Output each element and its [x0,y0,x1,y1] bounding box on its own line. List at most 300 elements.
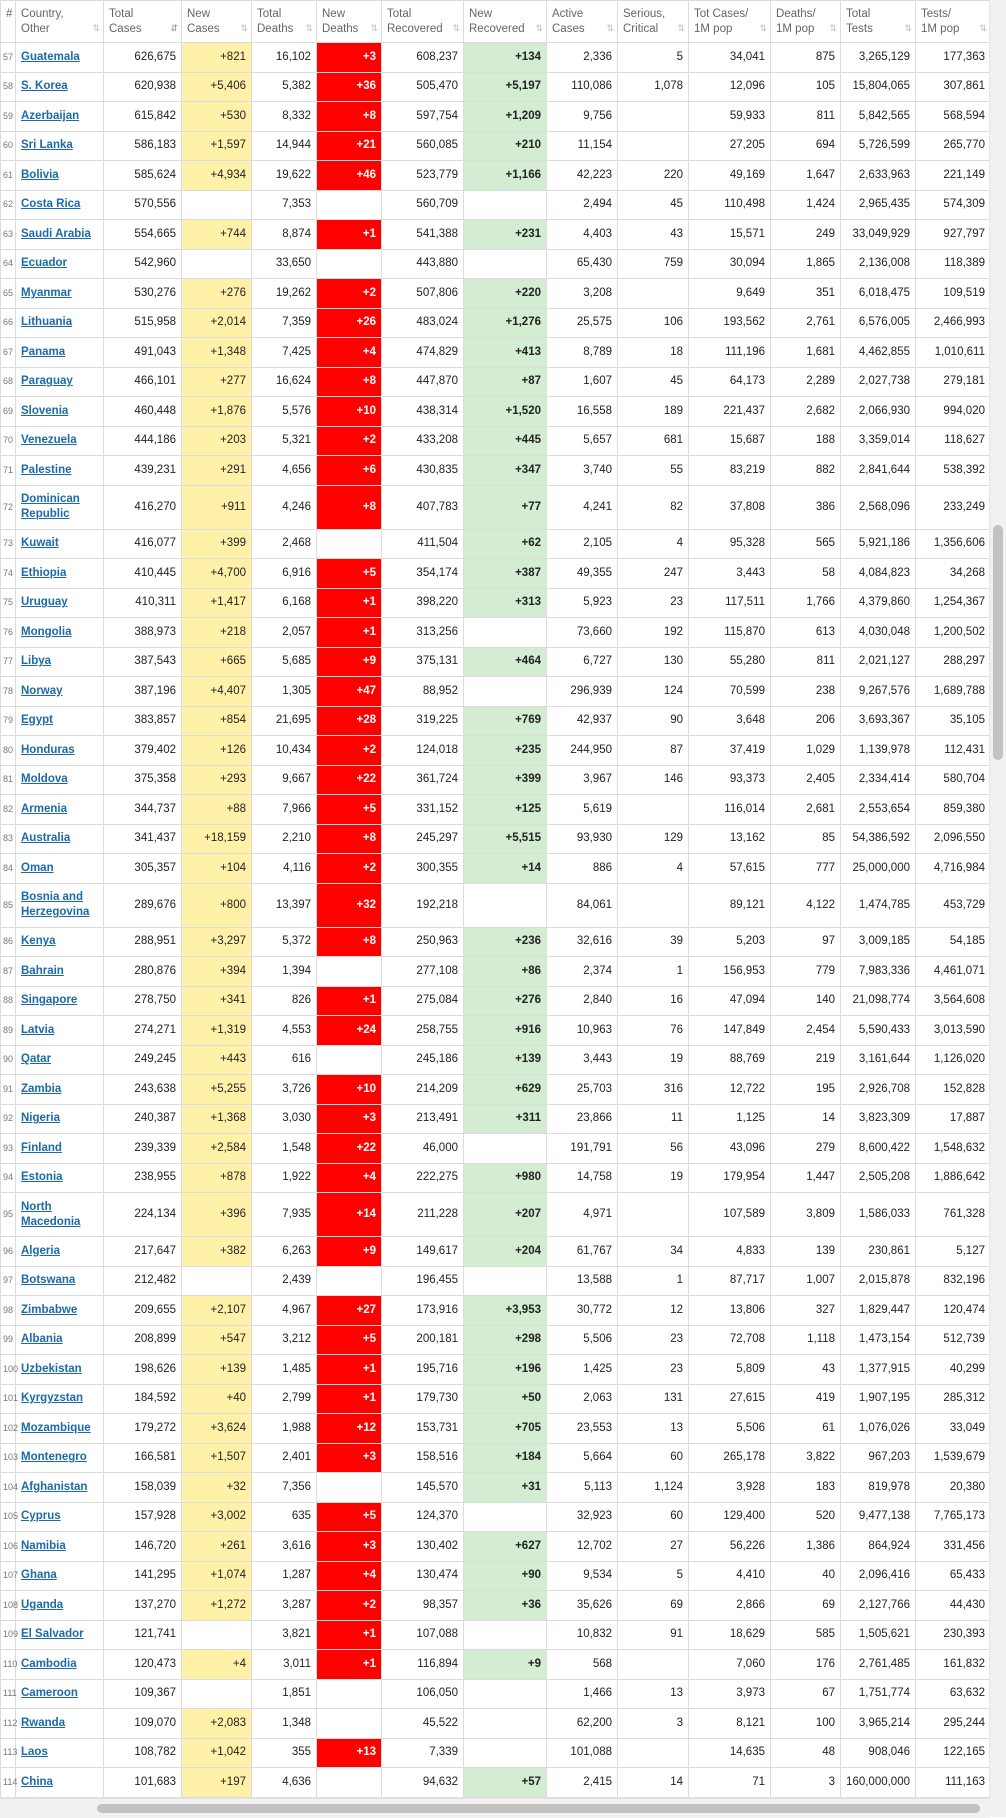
new-deaths-cell: +26 [317,308,382,338]
country-link-cell [16,1296,104,1326]
new-deaths-cell [317,1266,382,1296]
new-recovered-cell: +276 [464,986,547,1016]
country-link[interactable]: Ghana [21,1569,57,1582]
active-cases-cell: 14,758 [547,1163,618,1193]
new-deaths-cell [317,529,382,559]
country-link[interactable]: Finland [21,1141,62,1154]
total-tests-cell: 3,823,309 [841,1104,916,1134]
active-cases-cell: 23,553 [547,1414,618,1444]
country-link[interactable]: S. Korea [21,80,68,93]
cases-per-million-cell: 3,973 [689,1679,771,1709]
new-recovered-cell: +235 [464,736,547,766]
total-tests-cell: 2,505,208 [841,1163,916,1193]
sort-icon[interactable]: ⇅ [305,23,312,33]
horizontal-scrollbar-thumb[interactable] [97,1804,980,1813]
table-row [1,1502,991,1532]
col-total-deaths-header[interactable] [252,1,317,43]
country-link[interactable]: Nigeria [21,1112,60,1125]
new-recovered-cell: +31 [464,1473,547,1503]
table-row [1,220,991,250]
tests-per-million-cell: 1,254,367 [916,588,991,618]
country-link-cell [16,957,104,987]
country-link[interactable]: Libya [21,655,52,668]
new-recovered-cell: +207 [464,1193,547,1237]
total-recovered-cell: 149,617 [382,1237,464,1267]
country-link[interactable]: Uzbekistan [21,1362,82,1375]
total-deaths-cell: 5,382 [252,72,317,102]
active-cases-cell: 886 [547,854,618,884]
country-link[interactable]: Uganda [21,1598,64,1611]
new-cases-cell: +399 [182,529,252,559]
country-link[interactable]: Kuwait [21,537,59,550]
total-cases-cell: 208,899 [104,1325,182,1355]
col-tests-per-million-header[interactable] [916,1,991,43]
country-link[interactable]: Honduras [21,743,75,756]
total-deaths-cell: 7,359 [252,308,317,338]
active-cases-cell: 84,061 [547,883,618,927]
deaths-per-million-cell: 811 [771,102,841,132]
new-recovered-cell: +705 [464,1414,547,1444]
country-link[interactable]: Australia [21,832,71,845]
total-recovered-cell: 124,370 [382,1502,464,1532]
country-link[interactable]: Ethiopia [21,566,67,579]
total-cases-cell: 375,358 [104,765,182,795]
total-recovered-cell: 45,522 [382,1709,464,1739]
table-row [1,1266,991,1296]
new-cases-cell: +382 [182,1237,252,1267]
serious-critical-cell: 146 [618,765,689,795]
table-row [1,824,991,854]
new-cases-cell: +291 [182,456,252,486]
country-link-cell [16,1163,104,1193]
country-link-cell [16,279,104,309]
total-recovered-cell: 94,632 [382,1768,464,1798]
col-total-tests-header[interactable] [841,1,916,43]
country-link[interactable]: Rwanda [21,1716,66,1729]
new-cases-cell: +2,584 [182,1134,252,1164]
serious-critical-cell: 1 [618,957,689,987]
country-link-cell [16,1561,104,1591]
country-link[interactable]: Palestine [21,463,72,476]
cases-per-million-cell: 5,203 [689,927,771,957]
total-cases-cell: 379,402 [104,736,182,766]
row-index-cell: 67 [1,338,16,368]
serious-critical-cell: 13 [618,1679,689,1709]
country-link[interactable]: Moldova [21,773,68,786]
col-deaths-per-million-header[interactable] [771,1,841,43]
deaths-per-million-cell: 2,289 [771,367,841,397]
table-row [1,485,991,529]
active-cases-cell: 2,063 [547,1384,618,1414]
scrollbar-corner [990,1798,1006,1817]
row-index-cell: 72 [1,485,16,529]
serious-critical-cell [618,279,689,309]
tests-per-million-cell: 4,461,071 [916,957,991,987]
row-index-cell: 60 [1,131,16,161]
new-recovered-cell [464,677,547,707]
country-link[interactable]: Myanmar [21,286,72,299]
col-index-header-label: # [6,8,13,20]
sort-icon[interactable]: ⇅ [535,23,542,33]
serious-critical-cell [618,1650,689,1680]
new-deaths-cell: +22 [317,765,382,795]
new-recovered-cell: +125 [464,795,547,825]
serious-critical-cell: 23 [618,1325,689,1355]
tests-per-million-cell: 177,363 [916,43,991,73]
sort-icon[interactable]: ⇅ [829,23,836,33]
cases-per-million-cell: 15,687 [689,426,771,456]
col-new-deaths-header[interactable] [317,1,382,43]
new-recovered-cell [464,1620,547,1650]
table-row [1,559,991,589]
total-deaths-cell: 355 [252,1738,317,1768]
deaths-per-million-cell: 140 [771,986,841,1016]
serious-critical-cell: 130 [618,647,689,677]
total-tests-cell: 2,841,644 [841,456,916,486]
country-link[interactable]: Slovenia [21,404,69,417]
new-cases-cell: +18,159 [182,824,252,854]
active-cases-cell: 5,923 [547,588,618,618]
cases-per-million-cell: 156,953 [689,957,771,987]
country-link[interactable]: Bahrain [21,964,64,977]
deaths-per-million-cell: 279 [771,1134,841,1164]
country-link[interactable]: Guatemala [21,50,80,63]
cases-per-million-cell: 83,219 [689,456,771,486]
country-link[interactable]: Cambodia [21,1657,77,1670]
col-serious-critical-header[interactable] [618,1,689,43]
col-country-header[interactable] [16,1,104,43]
sort-icon[interactable]: ⇅ [370,23,377,33]
total-deaths-cell: 635 [252,1502,317,1532]
country-link[interactable]: Armenia [21,802,68,815]
active-cases-cell: 2,336 [547,43,618,73]
row-index-cell: 87 [1,957,16,987]
total-cases-cell: 542,960 [104,249,182,279]
tests-per-million-cell: 859,380 [916,795,991,825]
col-new-cases-header-label: Cases [187,23,220,35]
horizontal-scrollbar[interactable] [0,1798,990,1818]
total-tests-cell: 7,983,336 [841,957,916,987]
new-deaths-cell: +24 [317,1016,382,1046]
country-link-cell [16,1016,104,1046]
country-link[interactable]: Latvia [21,1023,55,1036]
new-deaths-cell: +9 [317,1237,382,1267]
col-cases-per-million-header[interactable] [689,1,771,43]
country-link[interactable]: Mozambique [21,1421,91,1434]
sort-icon[interactable]: ⇅ [904,23,911,33]
serious-critical-cell: 189 [618,397,689,427]
new-deaths-cell [317,1045,382,1075]
new-deaths-cell: +4 [317,1561,382,1591]
active-cases-cell: 4,403 [547,220,618,250]
new-recovered-cell: +5,515 [464,824,547,854]
country-link[interactable]: Ecuador [21,257,68,270]
country-link[interactable]: Afghanistan [21,1480,88,1493]
row-index-cell: 65 [1,279,16,309]
table-row [1,102,991,132]
cases-per-million-cell: 64,173 [689,367,771,397]
total-recovered-cell: 106,050 [382,1679,464,1709]
sort-icon[interactable]: ⇅ [979,23,986,33]
total-recovered-cell: 319,225 [382,706,464,736]
new-cases-cell: +277 [182,367,252,397]
deaths-per-million-cell: 2,761 [771,308,841,338]
cases-per-million-cell: 18,629 [689,1620,771,1650]
country-link[interactable]: Montenegro [21,1451,87,1464]
total-tests-cell: 9,477,138 [841,1502,916,1532]
country-link[interactable]: Estonia [21,1171,63,1184]
total-recovered-cell: 214,209 [382,1075,464,1105]
country-link[interactable]: Sri Lanka [21,139,73,152]
cases-per-million-cell: 110,498 [689,190,771,220]
new-cases-cell: +911 [182,485,252,529]
new-deaths-cell: +28 [317,706,382,736]
country-link[interactable]: Kenya [21,935,56,948]
row-index-cell: 63 [1,220,16,250]
table-row [1,1591,991,1621]
total-cases-cell: 288,951 [104,927,182,957]
country-link[interactable]: Singapore [21,994,78,1007]
table-row [1,1237,991,1267]
total-cases-cell: 530,276 [104,279,182,309]
country-link-cell [16,1237,104,1267]
col-total-cases-header-label: Total [109,8,134,20]
deaths-per-million-cell: 811 [771,647,841,677]
total-cases-cell: 626,675 [104,43,182,73]
country-link[interactable]: Dominican Republic [21,493,80,520]
serious-critical-cell: 124 [618,677,689,707]
total-tests-cell: 2,761,485 [841,1650,916,1680]
new-cases-cell: +218 [182,618,252,648]
row-index-cell: 114 [1,1768,16,1798]
total-tests-cell: 2,021,127 [841,647,916,677]
new-recovered-cell: +1,166 [464,161,547,191]
total-deaths-cell: 21,695 [252,706,317,736]
serious-critical-cell: 56 [618,1134,689,1164]
tests-per-million-cell: 307,861 [916,72,991,102]
cases-per-million-cell: 12,096 [689,72,771,102]
tests-per-million-cell: 120,474 [916,1296,991,1326]
tests-per-million-cell: 111,163 [916,1768,991,1798]
total-deaths-cell: 2,401 [252,1443,317,1473]
new-deaths-cell: +8 [317,485,382,529]
cases-per-million-cell: 1,125 [689,1104,771,1134]
deaths-per-million-cell: 351 [771,279,841,309]
table-row [1,1414,991,1444]
total-recovered-cell: 98,357 [382,1591,464,1621]
new-cases-cell: +854 [182,706,252,736]
col-total-cases-header[interactable] [104,1,182,43]
row-index-cell: 94 [1,1163,16,1193]
total-tests-cell: 2,553,654 [841,795,916,825]
new-cases-cell: +1,272 [182,1591,252,1621]
table-row [1,1561,991,1591]
country-link[interactable]: Uruguay [21,596,68,609]
serious-critical-cell: 12 [618,1296,689,1326]
country-link[interactable]: Bosnia and Herzegovina [21,891,90,918]
row-index-cell: 69 [1,397,16,427]
new-deaths-cell: +36 [317,72,382,102]
country-link[interactable]: China [21,1775,53,1788]
cases-per-million-cell: 89,121 [689,883,771,927]
cases-per-million-cell: 87,717 [689,1266,771,1296]
serious-critical-cell: 316 [618,1075,689,1105]
new-deaths-cell [317,1768,382,1798]
country-link[interactable]: Panama [21,345,66,358]
table-header-row [1,1,991,43]
country-link-cell [16,824,104,854]
country-link[interactable]: Azerbaijan [21,109,80,122]
new-deaths-cell: +1 [317,618,382,648]
country-link[interactable]: Oman [21,861,54,874]
cases-per-million-cell: 8,121 [689,1709,771,1739]
sort-icon[interactable]: ⇅ [677,23,684,33]
new-recovered-cell [464,249,547,279]
new-recovered-cell: +86 [464,957,547,987]
new-cases-cell: +88 [182,795,252,825]
country-link[interactable]: Lithuania [21,316,73,329]
country-link-cell [16,1473,104,1503]
country-link[interactable]: Laos [21,1746,48,1759]
total-deaths-cell: 33,650 [252,249,317,279]
sort-desc-icon[interactable]: ⇵ [170,23,177,33]
col-active-cases-header[interactable] [547,1,618,43]
table-row [1,618,991,648]
total-deaths-cell: 13,397 [252,883,317,927]
new-cases-cell: +1,597 [182,131,252,161]
new-deaths-cell: +1 [317,588,382,618]
table-row [1,1075,991,1105]
tests-per-million-cell: 2,466,993 [916,308,991,338]
table-row [1,131,991,161]
new-recovered-cell [464,1738,547,1768]
col-total-recovered-header[interactable] [382,1,464,43]
cases-per-million-cell: 107,589 [689,1193,771,1237]
total-deaths-cell: 6,263 [252,1237,317,1267]
country-link[interactable]: Zimbabwe [21,1303,78,1316]
deaths-per-million-cell: 1,766 [771,588,841,618]
total-cases-cell: 466,101 [104,367,182,397]
active-cases-cell: 2,494 [547,190,618,220]
total-tests-cell: 3,009,185 [841,927,916,957]
active-cases-cell: 3,967 [547,765,618,795]
country-link[interactable]: Namibia [21,1539,66,1552]
row-index-cell: 88 [1,986,16,1016]
table-row [1,1738,991,1768]
country-link[interactable]: Mongolia [21,625,72,638]
col-index-header[interactable] [1,1,16,43]
vertical-scrollbar-thumb[interactable] [993,525,1003,760]
total-cases-cell: 439,231 [104,456,182,486]
table-row [1,338,991,368]
sort-icon[interactable]: ⇅ [452,23,459,33]
col-new-recovered-header[interactable] [464,1,547,43]
new-cases-cell: +139 [182,1355,252,1385]
cases-per-million-cell: 2,866 [689,1591,771,1621]
total-recovered-cell: 560,709 [382,190,464,220]
country-link-cell [16,485,104,529]
new-recovered-cell [464,1709,547,1739]
col-deaths-per-million-header-label: Deaths/ [776,8,816,20]
country-link[interactable]: Botswana [21,1274,76,1287]
active-cases-cell: 191,791 [547,1134,618,1164]
country-link-cell [16,736,104,766]
country-link[interactable]: Zambia [21,1082,62,1095]
new-recovered-cell [464,883,547,927]
table-row [1,647,991,677]
total-tests-cell: 5,842,565 [841,102,916,132]
new-deaths-cell: +2 [317,736,382,766]
col-new-deaths-header-label: New [322,8,346,20]
country-link[interactable]: Paraguay [21,375,73,388]
total-deaths-cell: 4,656 [252,456,317,486]
tests-per-million-cell: 109,519 [916,279,991,309]
total-recovered-cell: 407,783 [382,485,464,529]
total-deaths-cell: 3,287 [252,1591,317,1621]
total-deaths-cell: 4,246 [252,485,317,529]
country-link[interactable]: Venezuela [21,434,77,447]
sort-icon[interactable]: ⇅ [240,23,247,33]
deaths-per-million-cell: 69 [771,1591,841,1621]
country-link[interactable]: Cameroon [21,1687,78,1700]
active-cases-cell: 6,727 [547,647,618,677]
new-cases-cell: +396 [182,1193,252,1237]
sort-icon[interactable]: ⇅ [759,23,766,33]
total-tests-cell: 3,965,214 [841,1709,916,1739]
country-link[interactable]: North Macedonia [21,1200,81,1228]
col-cases-per-million-header-label: 1M pop [694,23,733,35]
country-link[interactable]: Egypt [21,714,53,727]
country-link[interactable]: Bolivia [21,168,59,181]
country-link[interactable]: El Salvador [21,1628,84,1641]
new-recovered-cell: +220 [464,279,547,309]
vertical-scrollbar[interactable] [989,0,1006,1798]
active-cases-cell: 4,971 [547,1193,618,1237]
new-deaths-cell: +14 [317,1193,382,1237]
row-index-cell: 75 [1,588,16,618]
new-cases-cell: +341 [182,986,252,1016]
country-link[interactable]: Kyrgyzstan [21,1392,83,1405]
cases-per-million-cell: 72,708 [689,1325,771,1355]
col-new-cases-header[interactable] [182,1,252,43]
total-cases-cell: 274,271 [104,1016,182,1046]
new-cases-cell: +276 [182,279,252,309]
country-link[interactable]: Cyprus [21,1510,61,1523]
new-recovered-cell: +313 [464,588,547,618]
country-link[interactable]: Qatar [21,1053,52,1066]
sort-icon[interactable]: ⇅ [92,23,99,33]
cases-per-million-cell: 265,178 [689,1443,771,1473]
country-link[interactable]: Algeria [21,1244,60,1257]
new-recovered-cell [464,1266,547,1296]
active-cases-cell: 10,832 [547,1620,618,1650]
total-tests-cell: 21,098,774 [841,986,916,1016]
country-link[interactable]: Norway [21,684,63,697]
tests-per-million-cell: 265,770 [916,131,991,161]
serious-critical-cell: 1,124 [618,1473,689,1503]
country-link[interactable]: Albania [21,1333,63,1346]
new-recovered-cell: +399 [464,765,547,795]
sort-icon[interactable]: ⇅ [606,23,613,33]
serious-critical-cell: 16 [618,986,689,1016]
country-link[interactable]: Saudi Arabia [21,227,91,240]
country-link[interactable]: Costa Rica [21,198,81,211]
total-cases-cell: 387,543 [104,647,182,677]
total-recovered-cell: 313,256 [382,618,464,648]
new-cases-cell: +32 [182,1473,252,1503]
row-index-cell: 98 [1,1296,16,1326]
cases-per-million-cell: 88,769 [689,1045,771,1075]
